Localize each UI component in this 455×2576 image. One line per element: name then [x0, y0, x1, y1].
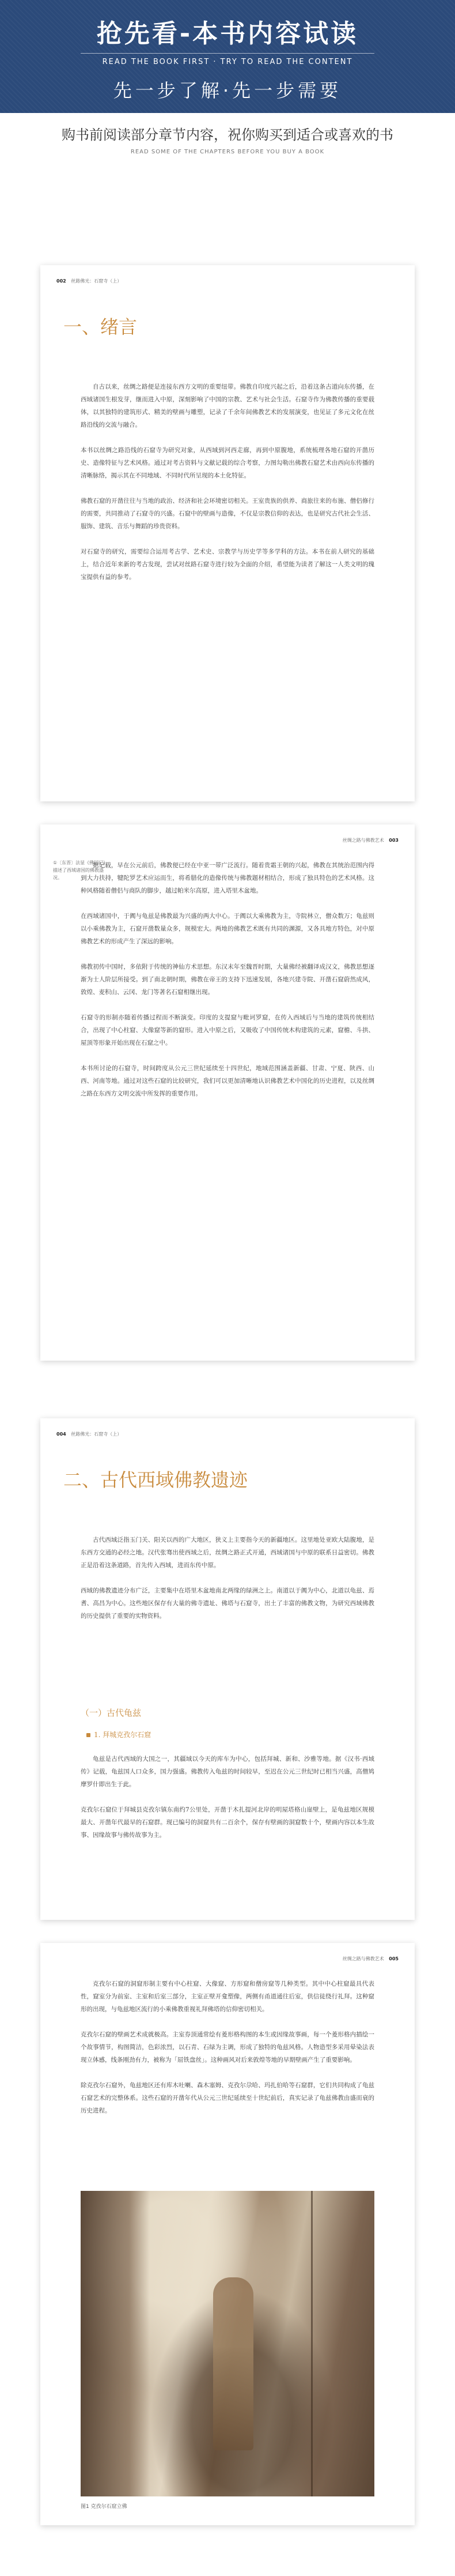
subsection-heading [86, 1730, 151, 1739]
book-page-1 [40, 265, 415, 801]
photo-rock [81, 2191, 150, 2496]
running-head [343, 1956, 402, 1962]
banner-divider [81, 53, 374, 54]
chapter-title: 一、绪言 [63, 316, 138, 338]
page-number: 004 [56, 1432, 66, 1437]
running-head [343, 837, 402, 843]
running-head-title: 丝绸之路与佛教艺术 [342, 1956, 384, 1961]
running-head-title: 丝路佛光：石窟寺（上） [71, 278, 122, 284]
banner [0, 0, 455, 113]
section-heading: （一）古代龟兹 [81, 1708, 142, 1718]
footnote: ①〔东晋〕法显《佛国记》，描述了西域诸国的佛教盛况。 [53, 860, 111, 880]
page-number: 003 [389, 838, 399, 843]
body-text: 龟兹是古代西域的大国之一，其疆域以今天的库车为中心，包括拜城、新和、沙雅等地。据《汉书·西域传》记载，龟兹国人口众多，国力强盛。佛教传入龟兹的时间较早，至迟在公元三世纪时已相当兴盛，高僧鸠摩罗什即出生于此。 克孜尔石窟位于拜城县克孜尔镇东南约7公里处，开凿于木扎提河北岸的明屋塔格山崖壁上，是龟兹地区规模最大、开凿年代最早的石窟群。现已编号的洞窟共有二百余个，保存有壁画的洞窟数十个，壁画内容以本生故事、因缘故事与佛传故事为主。 [81, 1756, 374, 1839]
photo-crack [311, 2191, 313, 2496]
book-page-3 [40, 1418, 415, 1920]
book-page-4 [40, 1943, 415, 2525]
body-text: 自古以来，丝绸之路便是连接东西方文明的重要纽带。佛教自印度兴起之后，沿着这条古道向东传播，在西域诸国生根发芽，继而进入中原，深刻影响了中国的宗教、艺术与社会生活。石窟寺作为佛教传播的重要载体，以其独特的建筑形式、精美的壁画与雕塑，记录了千余年间佛教艺术的发展演变，也见证了多元文化在丝路沿线的交流与融合。 本书以丝绸之路沿线的石窟寺为研究对象，从西域到河西走廊，再到中原腹地，系统梳理各地石窟的开凿历史、造像特征与艺术风格。通过对考古资料与文献记载的综合考察，力图勾勒出佛教石窟艺术由西向东传播的清晰脉络，揭示其在不同地域、不同时代所呈现的本土化特征。 佛教石窟的开凿往往与当地的政治、经济和社会环境密切相关。王室贵族的供养、商旅往来的布施、僧侣修行的需要，共同推动了石窟寺的兴盛。石窟中的壁画与造像，不仅是宗教信仰的表达，也是研究古代社会生活、服饰、建筑、音乐与舞蹈的珍贵资料。 对石窟寺的研究，需要综合运用考古学、艺术史、宗教学与历史学等多学科的方法。本书在前人研究的基础上，结合近年来新的考古发现，尝试对丝路石窟寺进行较为全面的介绍，希望能为读者了解这一人类文明的瑰宝提供有益的参考。 [81, 383, 374, 581]
running-head [53, 1431, 122, 1437]
banner-subtitle: READ THE BOOK FIRST · TRY TO READ THE CONTENT [102, 58, 353, 66]
body-text: 克孜尔石窟的洞窟形制主要有中心柱窟、大像窟、方形窟和僧房窟等几种类型。其中中心柱窟最具代表性，窟室分为前室、主室和后室三部分，主室正壁开龛塑像，两侧有甬道通往后室，供信徒绕行礼拜。这种窟形的出现，与龟兹地区流行的小乘佛教重视礼拜佛塔的信仰密切相关。 克孜尔石窟的壁画艺术成就极高。主室券顶通常绘有菱形格构图的本生或因缘故事画，每一个菱形格内描绘一个故事情节，构图简洁，色彩浓烈，以石青、石绿为主调，形成了独特的龟兹风格。人物造型多采用晕染法表现立体感，线条刚劲有力，被称为「屈铁盘丝」。这种画风对后来敦煌等地的早期壁画产生了重要影响。 除克孜尔石窟外，龟兹地区还有库木吐喇、森木塞姆、克孜尔尕哈、玛扎伯哈等石窟群，它们共同构成了龟兹石窟艺术的完整体系。这些石窟的开凿年代从公元三世纪延续至十世纪前后，真实记录了龟兹佛教由盛而衰的历史进程。 [81, 1980, 374, 2114]
subsection-heading-label: 1. 拜城克孜尔石窟 [94, 1731, 151, 1739]
intro-text: 购书前阅读部分章节内容，祝你购买到适合或喜欢的书 [62, 127, 393, 143]
chapter-title: 二、古代西域佛教遗迹 [63, 1469, 248, 1491]
intro-subtext: READ SOME OF THE CHAPTERS BEFORE YOU BUY A BOOK [130, 149, 325, 155]
book-page-2 [40, 824, 415, 1361]
banner-slogan: 先一步了解·先一步需要 [113, 80, 342, 101]
photo-caption: 图1 克孜尔石窟立佛 [81, 2504, 127, 2510]
banner-title: 抢先看-本书内容试读 [96, 19, 359, 48]
body-text: 古代西域泛指玉门关、阳关以西的广大地区，狭义上主要指今天的新疆地区。这里地处亚欧大陆腹地，是东西方交通的必经之地。汉代张骞出使西域之后，丝绸之路正式开通，西域诸国与中原的联系日益密切。佛教正是沿着这条道路，首先传入西域，进而东传中原。 西域的佛教遗迹分布广泛，主要集中在塔里木盆地南北两缘的绿洲之上。南道以于阗为中心，北道以龟兹、焉耆、高昌为中心。这些地区保存有大量的佛寺遗址、佛塔与石窟寺，出土了丰富的佛教文物，为研究西域佛教的历史提供了重要的实物资料。 [81, 1536, 374, 1620]
page-number: 002 [56, 278, 66, 284]
cave-photo [81, 2191, 374, 2496]
running-head [53, 278, 122, 284]
running-head-title: 丝路佛光：石窟寺（上） [71, 1432, 122, 1437]
bullet-square-icon [86, 1733, 90, 1737]
body-text: 据记载，早在公元前后，佛教便已经在中亚一带广泛流行。随着贵霜王朝的兴起，佛教在其统治范围内得到大力扶持，犍陀罗艺术应运而生，将希腊化的造像传统与佛教题材相结合，形成了独具特色的艺术风格。这种风格随着僧侣与商队的脚步，越过帕米尔高原，进入塔里木盆地。 在西域诸国中，于阗与龟兹是佛教最为兴盛的两大中心。于阗以大乘佛教为主，寺院林立，僧众数万；龟兹则以小乘佛教为主，石窟开凿数量众多，规模宏大。两地的佛教艺术既有共同的渊源，又各具地方特色，对中原佛教艺术的形成产生了深远的影响。 佛教初传中国时，多依附于传统的神仙方术思想。东汉末年至魏晋时期，大量佛经被翻译成汉文，佛教思想逐渐为士人阶层所接受。到了南北朝时期，佛教在帝王的支持下迅速发展，各地兴建寺院、开凿石窟蔚然成风，敦煌、麦积山、云冈、龙门等著名石窟相继出现。 石窟寺的形制亦随着传播过程而不断演变。印度的支提窟与毗诃罗窟，在传入西域后与当地的建筑传统相结合，出现了中心柱窟、大像窟等新的窟形。进入中原之后，又吸收了中国传统木构建筑的元素，窟檐、斗拱、屋顶等形象开始出现在石窟之中。 本书所讨论的石窟寺，时间跨度从公元三世纪延续至十四世纪，地域范围涵盖新疆、甘肃、宁夏、陕西、山西、河南等地。通过对这些石窟的比较研究，我们可以更加清晰地认识佛教艺术中国化的历史进程，以及丝绸之路在东西方文明交流中所发挥的重要作用。 [81, 862, 374, 1097]
page-number: 005 [389, 1956, 399, 1961]
photo-buddha-figure [213, 2277, 253, 2450]
running-head-title: 丝绸之路与佛教艺术 [342, 838, 384, 843]
